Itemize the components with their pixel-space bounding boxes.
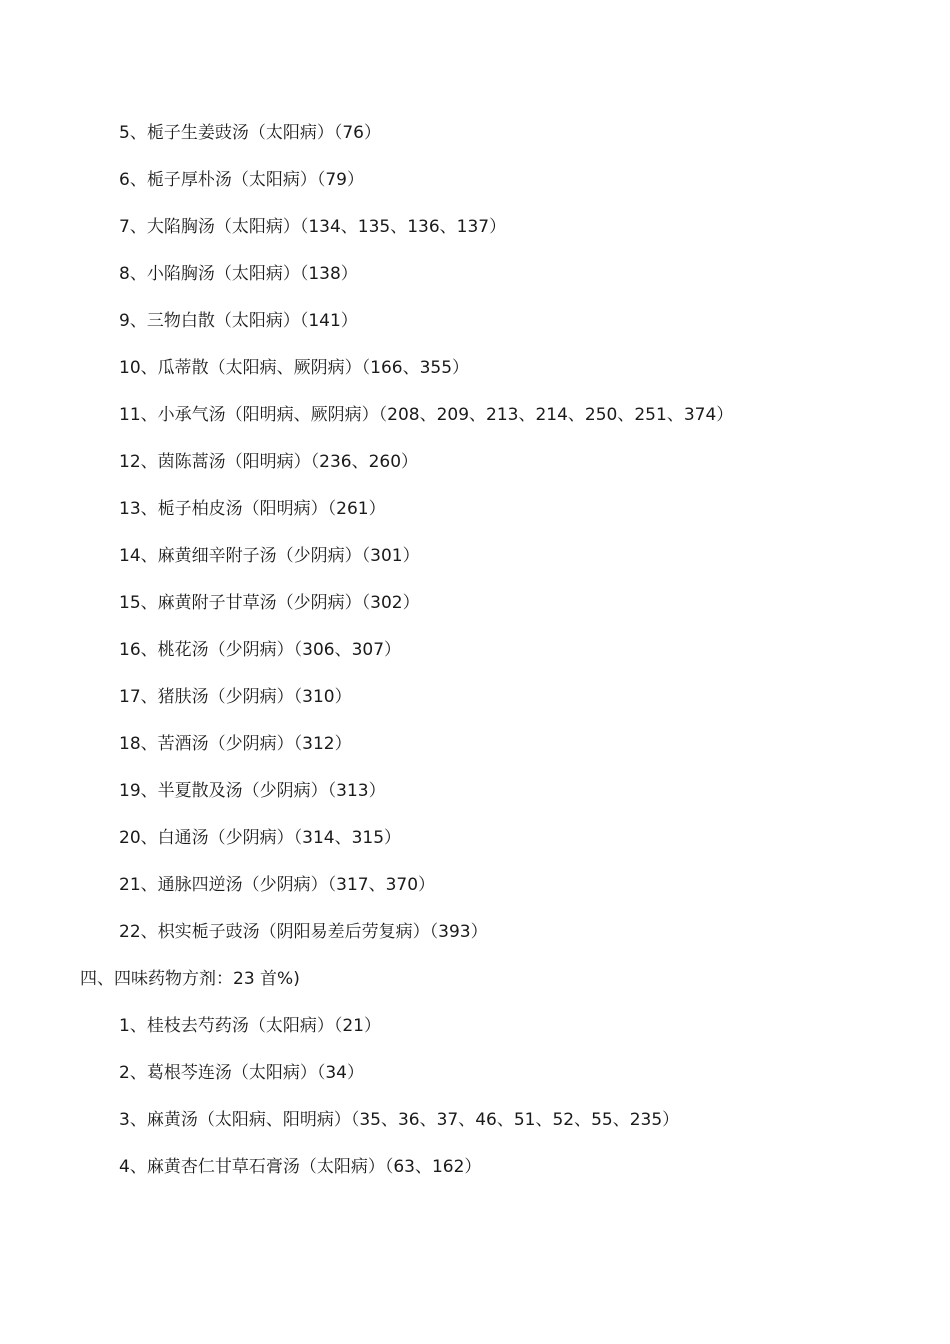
list-item: 7、大陷胸汤（太阳病）（134、135、136、137） <box>119 217 507 237</box>
list-item: 3、麻黄汤（太阳病、阳明病）（35、36、37、46、51、52、55、235） <box>119 1110 680 1130</box>
list-item: 13、栀子柏皮汤（阳明病）（261） <box>119 499 386 519</box>
list-item: 6、栀子厚朴汤（太阳病）（79） <box>119 170 364 190</box>
list-item: 2、葛根芩连汤（太阳病）（34） <box>119 1063 364 1083</box>
list-item: 11、小承气汤（阳明病、厥阴病）（208、209、213、214、250、251、374） <box>119 405 734 425</box>
prescription-list <box>0 116 950 1197</box>
list-item: 19、半夏散及汤（少阴病）（313） <box>119 781 386 801</box>
list-item: 22、枳实栀子豉汤（阴阳易差后劳复病）（393） <box>119 922 488 942</box>
list-item: 12、茵陈蒿汤（阳明病）（236、260） <box>119 452 419 472</box>
list-item: 16、桃花汤（少阴病）（306、307） <box>119 640 402 660</box>
list-item: 5、栀子生姜豉汤（太阳病）（76） <box>119 123 381 143</box>
list-item: 17、猪肤汤（少阴病）（310） <box>119 687 352 707</box>
list-item: 21、通脉四逆汤（少阴病）（317、370） <box>119 875 436 895</box>
list-item: 14、麻黄细辛附子汤（少阴病）（301） <box>119 546 420 566</box>
list-item: 20、白通汤（少阴病）（314、315） <box>119 828 402 848</box>
list-item: 1、桂枝去芍药汤（太阳病）（21） <box>119 1016 381 1036</box>
list-item: 15、麻黄附子甘草汤（少阴病）（302） <box>119 593 420 613</box>
list-item: 10、瓜蒂散（太阳病、厥阴病）（166、355） <box>119 358 470 378</box>
list-item: 9、三物白散（太阳病）（141） <box>119 311 358 331</box>
list-item: 4、麻黄杏仁甘草石膏汤（太阳病）（63、162） <box>119 1157 482 1177</box>
list-item: 8、小陷胸汤（太阳病）（138） <box>119 264 358 284</box>
list-item: 18、苦酒汤（少阴病）（312） <box>119 734 352 754</box>
section-heading: 四、四味药物方剂：23 首%) <box>80 969 300 989</box>
